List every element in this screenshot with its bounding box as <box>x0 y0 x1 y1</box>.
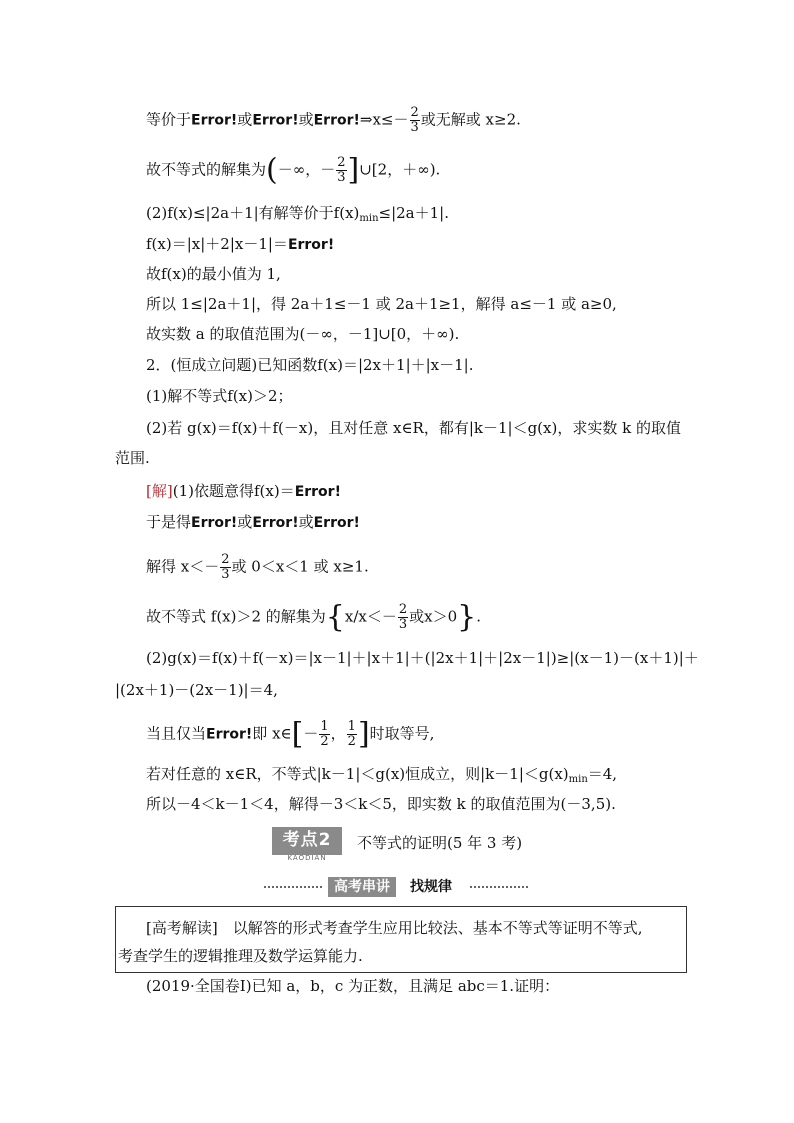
equiv-line: 等价于Error!或Error!或Error!⇒x≤－ $\frac{2}{3}$ 或无解或 x≥2. <box>146 105 521 135</box>
subquestion1-line: (1)解不等式f(x)＞2； <box>146 387 293 405</box>
section-bar <box>264 877 532 897</box>
gx-line: (2)g(x)＝f(x)＋f(－x)＝|x－1|＋|x＋1|＋(|2x＋1|＋|2x－1|)≥|(x－1)－(x＋1)|＋ <box>146 649 699 667</box>
section-tag-2: 找规律 <box>410 879 452 895</box>
gx-cont-line: |(2x＋1)－(2x－1)|＝4, <box>115 681 278 699</box>
kaodian-badge: 考点2 <box>272 827 342 855</box>
kaodian-title: 不等式的证明(5 年 3 考) <box>357 834 523 852</box>
subquestion2-line: (2)若 g(x)＝f(x)＋f(－x)，且对任意 x∈R，都有|k－1|＜g(x)，求实数 k 的取值 <box>146 419 681 437</box>
error-text: Error! <box>313 112 360 129</box>
min-value-line: 故f(x)的最小值为 1, <box>146 265 281 283</box>
error-text: Error! <box>294 484 341 500</box>
solution-set-line: 故不等式的解集为(－∞，－ $\frac{2}{3}$ ]∪[2，＋∞). <box>146 152 441 188</box>
box-line-1: [高考解读] 以解答的形式考查学生应用比较法、基本不等式等证明不等式, <box>146 919 643 937</box>
dotted-divider-left <box>264 886 322 888</box>
fraction: $\frac{2}{3}$ <box>398 602 408 632</box>
fx-piecewise-line: f(x)＝|x|＋2|x－1|＝Error! <box>146 235 335 253</box>
problem2-line: 2．(恒成立问题)已知函数f(x)＝|2x＋1|＋|x－1|. <box>146 356 474 374</box>
fraction: $\frac{2}{3}$ <box>410 105 419 135</box>
part2-line: (2)f(x)≤|2a＋1|有解等价于$f(x)_{min}\le|2a+1|$. <box>146 204 449 224</box>
error-text: Error! <box>252 112 299 129</box>
fraction: $\frac{1}{2}$ <box>347 719 356 749</box>
result-line: 解得 x＜－ $\frac{2}{3}$ 或 0＜x＜1 或 x≥1. <box>146 552 369 582</box>
cases-line: 于是得Error!或Error!或Error! <box>146 513 360 531</box>
error-text: Error! <box>191 112 238 129</box>
solution-label: [解] <box>146 482 173 500</box>
fraction: $\frac{1}{2}$ <box>320 719 329 749</box>
error-text: Error! <box>287 237 335 253</box>
final-range-line: 所以－4＜k－1＜4，解得－3＜k＜5，即实数 k 的取值范围为(－3,5). <box>146 795 616 813</box>
range-line: 故实数 a 的取值范围为(－∞，－1]∪[0，＋∞). <box>146 325 460 343</box>
exam-problem-line: (2019·全国卷Ⅰ)已知 a，b，c 为正数，且满足 abc＝1.证明： <box>146 977 560 995</box>
solution-set-line-2: 故不等式 f(x)＞2 的解集为{x/x＜－ $\frac{2}{3}$ 或x＞0}. <box>146 599 482 635</box>
error-text: Error! <box>206 726 253 743</box>
fraction: $\frac{2}{3}$ <box>337 155 346 185</box>
box-line-2: 考查学生的逻辑推理及数学运算能力. <box>118 947 363 965</box>
always-holds-line: 若对任意的 x∈R，不等式|k－1|＜g(x)恒成立，则$|k-1|<g(x)_{min}=4$, <box>146 765 618 785</box>
fraction: $\frac{2}{3}$ <box>221 552 230 582</box>
kaodian-sub: KAODIAN <box>287 854 327 862</box>
subquestion2-cont-line: 范围. <box>115 449 150 467</box>
dotted-divider-right <box>470 886 528 888</box>
section-tag: 高考串讲 <box>328 877 396 897</box>
solve-line: 所以 1≤|2a＋1|，得 2a＋1≤－1 或 2a＋1≥1，解得 a≤－1 或 a≥0, <box>146 295 617 313</box>
equality-line: 当且仅当Error!即 x∈[－ $\frac{1}{2}$ ， $\frac{1}{2}$ ]时取等号, <box>146 716 435 752</box>
exam-analysis-box <box>115 906 687 973</box>
solution-start-line: [解](1)依题意得f(x)＝Error! <box>146 482 341 500</box>
